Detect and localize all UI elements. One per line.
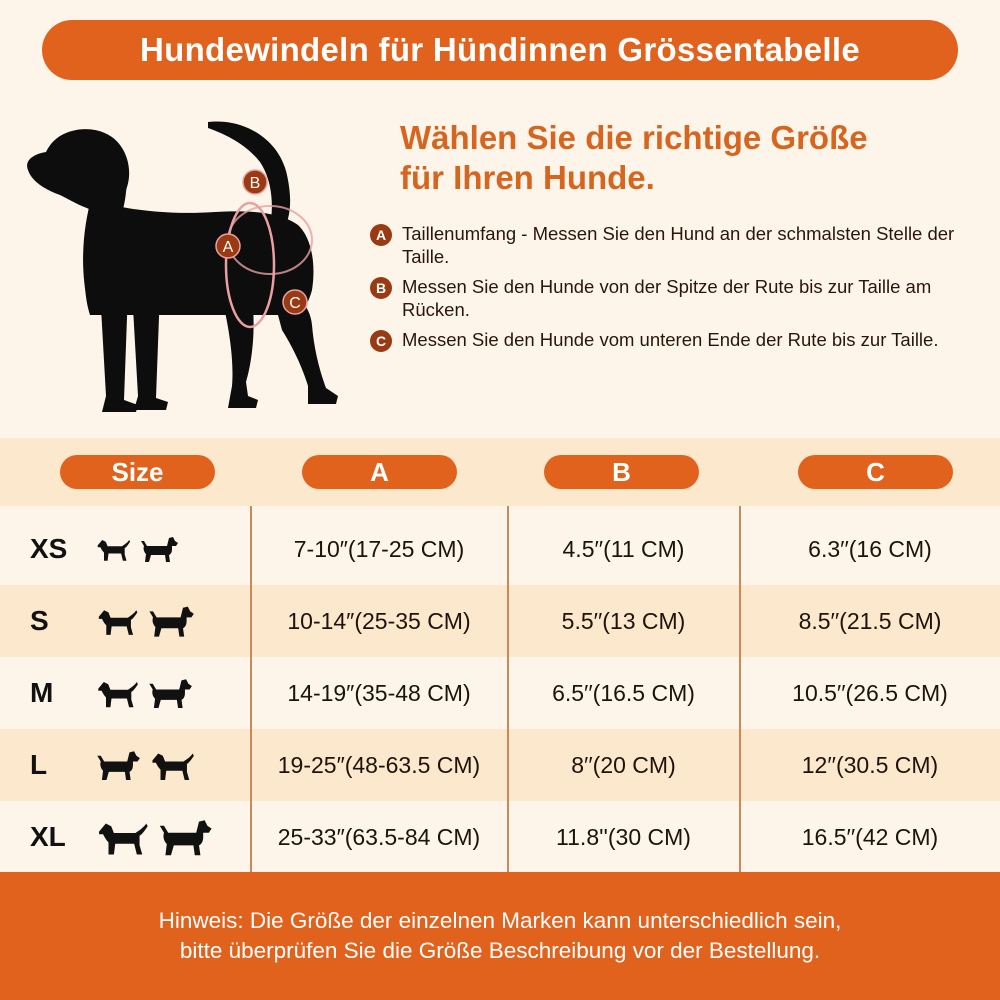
header-a: A bbox=[302, 455, 457, 489]
small-dog-icon bbox=[95, 536, 131, 562]
cell-a: 25-33″(63.5-84 CM) bbox=[277, 823, 481, 850]
legend-item-c bbox=[370, 328, 985, 352]
cell-c: 6.3′′(16 CM) bbox=[808, 535, 932, 562]
small-dog-icon bbox=[157, 817, 213, 857]
cell-a: 19-25″(48-63.5 CM) bbox=[277, 751, 481, 778]
cell-a: 10-14″(25-35 CM) bbox=[287, 607, 471, 634]
header-b: B bbox=[544, 455, 699, 489]
small-dog-icon bbox=[95, 677, 139, 709]
table-row bbox=[0, 585, 1000, 657]
legend-text-a: Taillenumfang - Messen Sie den Hund an der schmalsten Stelle der Taille. bbox=[402, 223, 955, 267]
cell-a: 7-10″(17-25 CM) bbox=[293, 535, 465, 562]
size-label: XL bbox=[30, 821, 66, 852]
size-label: XS bbox=[30, 533, 68, 564]
legend-item-b bbox=[370, 275, 985, 321]
legend-item-a bbox=[370, 222, 985, 268]
cell-c: 8.5′′(21.5 CM) bbox=[798, 607, 942, 634]
table-header bbox=[0, 438, 1000, 506]
small-dog-icon bbox=[147, 604, 195, 638]
footer-line1: Hinweis: Die Größe der einzelnen Marken kann unterschiedlich sein, bbox=[158, 908, 842, 933]
heading-line1: Wählen Sie die richtige Größe bbox=[400, 119, 868, 156]
small-dog-icon bbox=[95, 606, 139, 636]
cell-c: 16.5′′(42 CM) bbox=[801, 823, 939, 850]
cell-b: 8′′(20 CM) bbox=[571, 751, 676, 778]
badge-a: A bbox=[370, 224, 392, 246]
table-row bbox=[0, 657, 1000, 729]
column-divider bbox=[507, 506, 509, 872]
cell-b: 4.5′′(11 CM) bbox=[562, 535, 685, 562]
column-divider bbox=[250, 506, 252, 872]
heading-line2: für Ihren Hunde. bbox=[400, 159, 655, 196]
small-dog-icon bbox=[95, 818, 149, 856]
small-dog-icon bbox=[147, 676, 193, 710]
dog-measurement-diagram bbox=[20, 100, 355, 420]
svg-text:B: B bbox=[249, 175, 261, 192]
table-row bbox=[0, 729, 1000, 801]
svg-text:C: C bbox=[289, 295, 301, 312]
table-row bbox=[0, 801, 1000, 873]
dog-silhouette-icon bbox=[27, 122, 338, 412]
size-label: S bbox=[30, 605, 49, 636]
cell-a: 14-19″(35-48 CM) bbox=[287, 679, 471, 706]
measurement-legend bbox=[370, 222, 985, 359]
small-dog-icon bbox=[149, 747, 195, 783]
table-row bbox=[0, 513, 1000, 585]
small-dog-icon bbox=[95, 748, 141, 782]
size-label: L bbox=[30, 749, 48, 780]
cell-c: 12′′(30.5 CM) bbox=[801, 751, 939, 778]
footer-note bbox=[0, 872, 1000, 1000]
size-label: M bbox=[30, 677, 54, 708]
header-size: Size bbox=[60, 455, 215, 489]
marker-a bbox=[216, 234, 240, 258]
heading bbox=[400, 118, 980, 198]
badge-b: B bbox=[370, 277, 392, 299]
marker-c bbox=[283, 290, 307, 314]
cell-b: 6.5′′(16.5 CM) bbox=[552, 679, 695, 706]
legend-text-b: Messen Sie den Hunde von der Spitze der Rute bis zur Taille am Rücken. bbox=[402, 276, 932, 320]
header-c: C bbox=[798, 455, 953, 489]
cell-b: 11.8''(30 CM) bbox=[556, 823, 691, 850]
cell-b: 5.5′′(13 CM) bbox=[561, 607, 686, 634]
column-divider bbox=[739, 506, 741, 872]
svg-text:A: A bbox=[222, 239, 234, 256]
marker-b bbox=[243, 170, 267, 194]
cell-c: 10.5′′(26.5 CM) bbox=[792, 679, 948, 706]
legend-text-c: Messen Sie den Hunde vom unteren Ende der Rute bis zur Taille. bbox=[402, 329, 939, 350]
badge-c: C bbox=[370, 330, 392, 352]
small-dog-icon bbox=[139, 535, 179, 563]
chart-title: Hundewindeln für Hündinnen Grössentabelle bbox=[42, 20, 958, 80]
footer-line2: bitte überprüfen Sie die Größe Beschreibung vor der Bestellung. bbox=[179, 938, 821, 963]
